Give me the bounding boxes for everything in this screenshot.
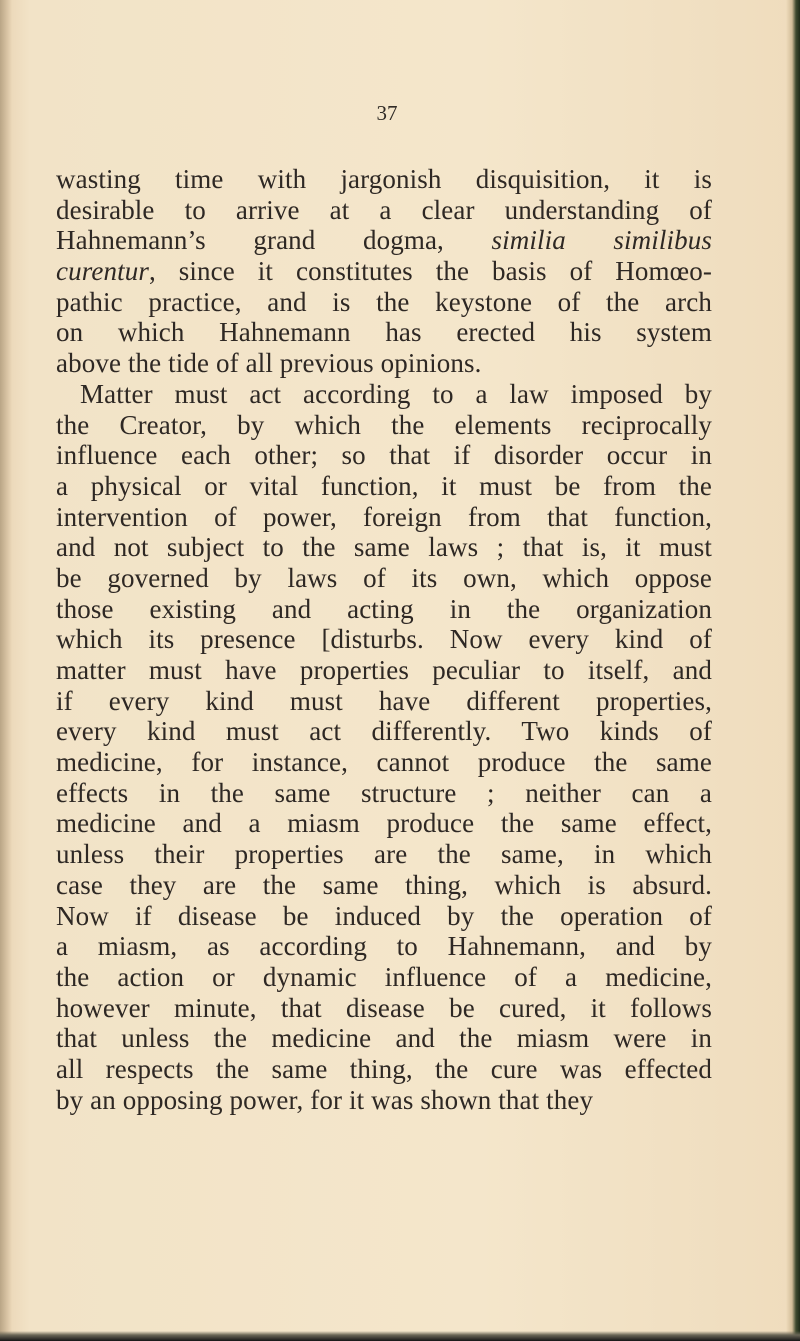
text-line: a miasm, as according to Hahnemann, and by — [56, 931, 712, 962]
text-paragraph — [56, 379, 712, 1116]
text-line: case they are the same thing, which is absurd. — [56, 869, 712, 900]
text-line: on which Hahnemann has erected his system — [56, 317, 712, 348]
text-line: above the tide of all previous opinions. — [56, 348, 482, 379]
text-line: however minute, that disease be cured, it follows — [56, 992, 712, 1023]
page-right-edge-shadow — [786, 0, 800, 1341]
text-line: if every kind must have different properties, — [56, 685, 712, 716]
text-line — [56, 256, 712, 287]
roman-text: Hahnemann’s grand dogma, — [56, 225, 492, 256]
text-line: Matter must act according to a law imposed by — [80, 378, 712, 409]
text-line: wasting time with jargonish disquisition, it is — [56, 164, 712, 194]
text-line: Now if disease be induced by the operation of — [56, 900, 712, 931]
text-line: intervention of power, foreign from that function, — [56, 501, 712, 532]
text-line: influence each other; so that if disorder occur in — [56, 440, 712, 471]
roman-text: , since it constitutes the basis of Homœo- — [148, 256, 712, 287]
text-line: matter must have properties peculiar to itself, and — [56, 655, 712, 685]
italic-text: curentur — [56, 256, 149, 287]
page-left-edge-shadow — [0, 0, 12, 1341]
text-line: pathic practice, and is the keystone of the arch — [56, 286, 712, 317]
text-line: every kind must act differently. Two kinds of — [56, 716, 712, 747]
text-line: desirable to arrive at a clear understanding of — [56, 194, 712, 225]
page-number: 37 — [376, 101, 398, 125]
paragraph-container — [56, 164, 712, 1115]
text-line: be governed by laws of its own, which oppose — [56, 562, 712, 593]
text-line: unless their properties are the same, in which — [56, 839, 712, 870]
text-line: effects in the same structure ; neither can a — [56, 777, 712, 808]
body-text — [56, 164, 712, 1115]
text-line: the action or dynamic influence of a medicine, — [56, 961, 712, 992]
text-line — [56, 225, 712, 256]
italic-text: similia similibus — [491, 225, 712, 256]
text-line: a physical or vital function, it must be from the — [56, 470, 712, 501]
text-line: the Creator, by which the elements reciprocally — [56, 409, 712, 440]
text-paragraph — [56, 164, 712, 379]
text-line: that unless the medicine and the miasm were in — [56, 1023, 712, 1054]
text-line: by an opposing power, for it was shown that they — [56, 1084, 594, 1115]
text-line: and not subject to the same laws ; that is, it must — [56, 532, 712, 563]
text-line: all respects the same thing, the cure was effected — [56, 1053, 712, 1084]
page-bottom-edge-shadow — [0, 1331, 800, 1341]
text-line: medicine and a miasm produce the same effect, — [56, 808, 712, 839]
text-line: which its presence [disturbs. Now every kind of — [56, 624, 712, 655]
text-line: medicine, for instance, cannot produce the same — [56, 747, 712, 778]
text-line: those existing and acting in the organization — [56, 593, 712, 624]
